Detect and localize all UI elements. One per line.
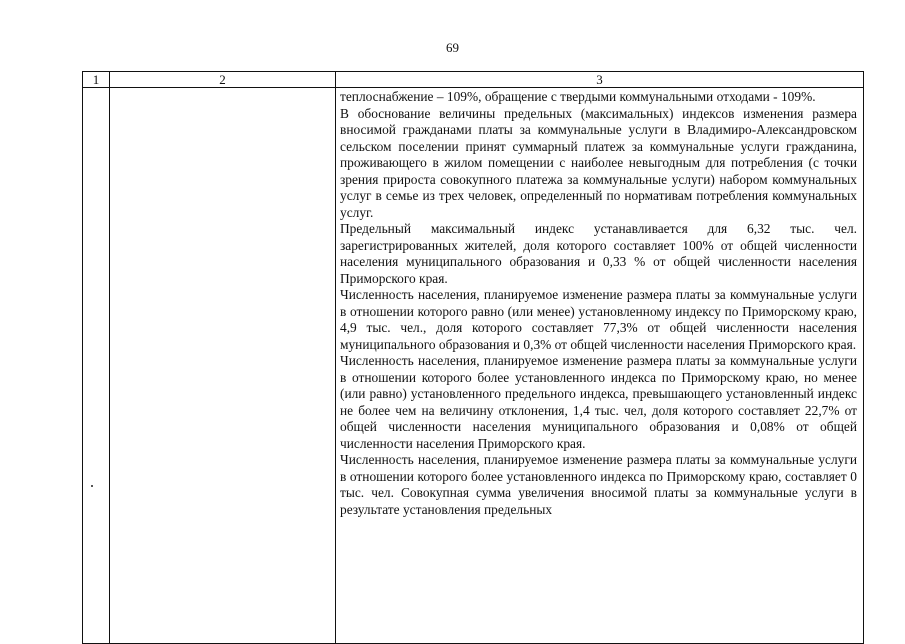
paragraph-4: Численность населения, планируемое изменение размера платы за коммунальные услуги в отношении которого равно (или менее) установленному индексу по Приморскому краю, 4,9 тыс. чел., доля которого составляет 77,3% от общей численности населения муниципального образования и 0,3% от общей численности населения Приморского края.	[340, 287, 857, 352]
column-header-3: 3	[336, 72, 864, 88]
column-header-1: 1	[83, 72, 110, 88]
scan-speck	[91, 485, 93, 487]
column-header-2: 2	[110, 72, 336, 88]
page-number: 69	[446, 40, 459, 55]
paragraph-1: теплоснабжение – 109%, обращение с твердыми коммунальными отходами - 109%.	[340, 89, 816, 104]
table-header-row	[83, 72, 864, 88]
cell-text	[336, 88, 863, 518]
paragraph-6: Численность населения, планируемое изменение размера платы за коммунальные услуги в отношении которого более установленного индекса по Приморскому краю, составляет 0 тыс. чел. Совокупная сумма увеличения вносимой платы за коммунальные услуги в результате установления предельных	[340, 452, 857, 517]
cell-column-3	[336, 88, 864, 644]
paragraph-2: В обоснование величины предельных (максимальных) индексов изменения размера вносимой гражданами платы за коммунальные услуги в Владимиро-Александровском сельском поселении принят суммарный платеж за коммунальные услуги гражданина, проживающего в жилом помещении с наиболее невыгодным для потребления (с точки зрения прироста совокупного платежа за коммунальные услуги) набором коммунальных услуг в семье из трех человек, определенный по нормативам потребления коммунальных услуг.	[340, 105, 857, 220]
cell-column-2	[110, 88, 336, 644]
cell-column-1	[83, 88, 110, 644]
paragraph-3: Предельный максимальный индекс устанавливается для 6,32 тыс. чел. зарегистрированных жителей, доля которого составляет 100% от общей численности населения муниципального образования и 0,33 % от общей численности населения Приморского края.	[340, 221, 857, 286]
table-row	[83, 88, 864, 644]
paragraph-5: Численность населения, планируемое изменение размера платы за коммунальные услуги в отношении которого более установленного индекса по Приморскому краю, но менее (или равно) установленного предельного индекса, превышающего установленный индекс не более чем на величину отклонения, 1,4 тыс. чел, доля которого составляет 22,7% от общей численности населения муниципального образования и 0,08% от общей численности населения Приморского края.	[340, 353, 857, 451]
document-table	[82, 71, 864, 644]
